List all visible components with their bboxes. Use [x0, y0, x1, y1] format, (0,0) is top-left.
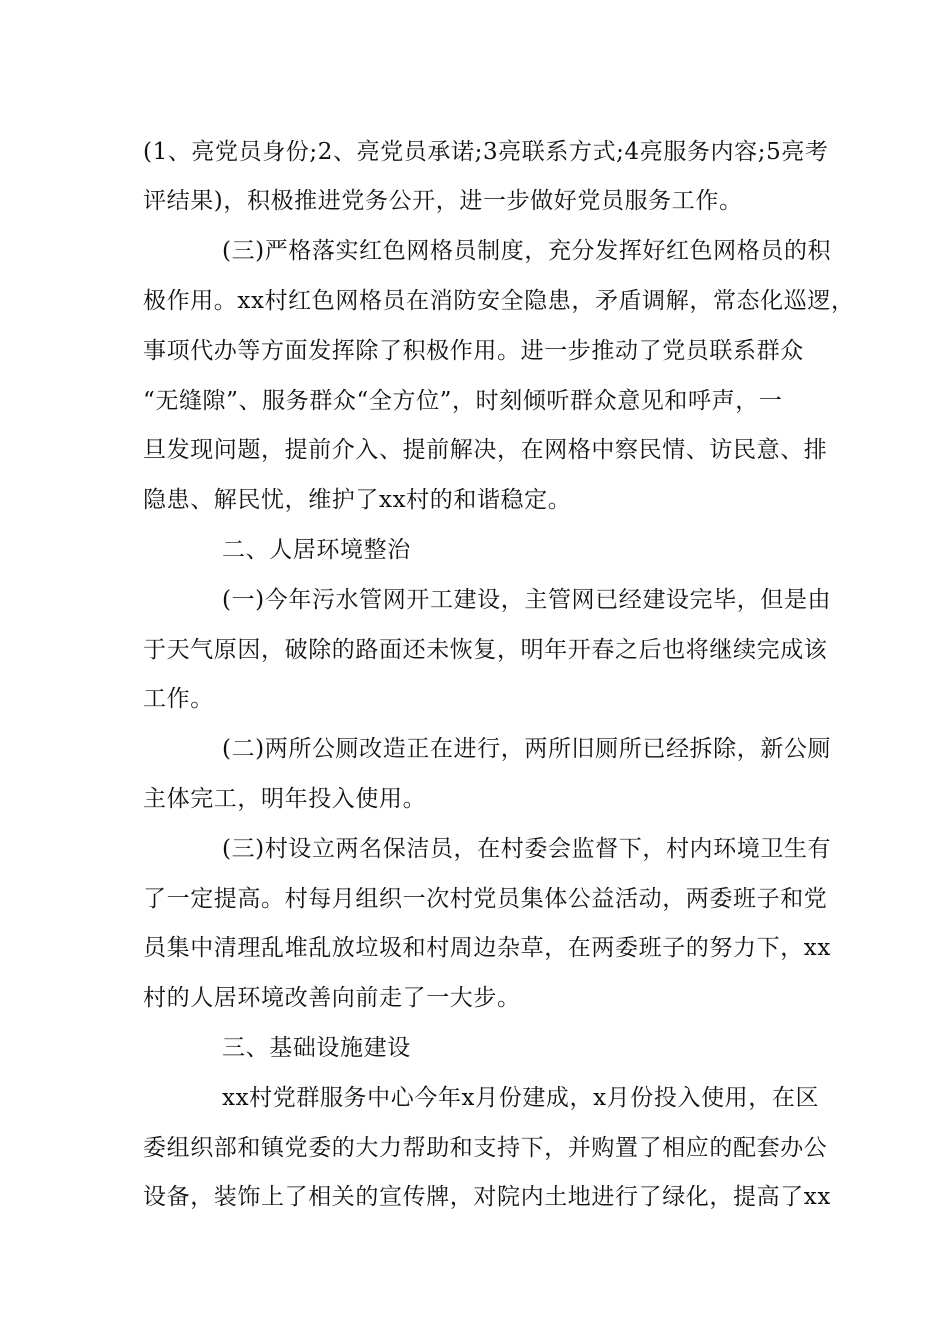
paragraph-start-line: (三)严格落实红色网格员制度，充分发挥好红色网格员的积: [222, 238, 832, 264]
text-line: 村的人居环境改善向前走了一大步。: [143, 985, 521, 1011]
paragraph-start-line: xx村党群服务中心今年x月份建成，x月份投入使用，在区: [222, 1085, 820, 1111]
text-line: “无缝隙”、服务群众“全方位”，时刻倾听群众意见和呼声，一: [143, 388, 783, 414]
paragraph-start-line: (一)今年污水管网开工建设，主管网已经建设完毕，但是由: [222, 587, 832, 613]
text-line: 评结果)，积极推进党务公开，进一步做好党员服务工作。: [143, 188, 743, 214]
text-line: 事项代办等方面发挥除了积极作用。进一步推动了党员联系群众: [143, 338, 804, 364]
paragraph-start-line: (二)两所公厕改造正在进行，两所旧厕所已经拆除，新公厕: [222, 736, 832, 762]
section-heading: 三、基础设施建设: [222, 1035, 411, 1061]
text-line: 工作。: [143, 686, 214, 712]
text-line: 主体完工，明年投入使用。: [143, 786, 427, 812]
text-line: 极作用。xx村红色网格员在消防安全隐患，矛盾调解，常态化巡逻，: [143, 288, 855, 314]
text-line: 设备，装饰上了相关的宣传牌，对院内土地进行了绿化，提高了xx: [143, 1184, 831, 1210]
text-line: 于天气原因，破除的路面还未恢复，明年开春之后也将继续完成该: [143, 637, 828, 663]
text-line: 了一定提高。村每月组织一次村党员集体公益活动，两委班子和党: [143, 886, 828, 912]
paragraph-start-line: (三)村设立两名保洁员，在村委会监督下，村内环境卫生有: [222, 836, 832, 862]
text-line: 旦发现问题，提前介入、提前解决，在网格中察民情、访民意、排: [143, 437, 828, 463]
text-line: 隐患、解民忧，维护了xx村的和谐稳定。: [143, 487, 572, 513]
text-line: 员集中清理乱堆乱放垃圾和村周边杂草，在两委班子的努力下，xx: [143, 935, 831, 961]
text-line: (1、亮党员身份;2、亮党员承诺;3亮联系方式;4亮服务内容;5亮考: [143, 139, 829, 165]
section-heading: 二、人居环境整治: [222, 537, 411, 563]
text-line: 委组织部和镇党委的大力帮助和支持下，并购置了相应的配套办公: [143, 1135, 828, 1161]
